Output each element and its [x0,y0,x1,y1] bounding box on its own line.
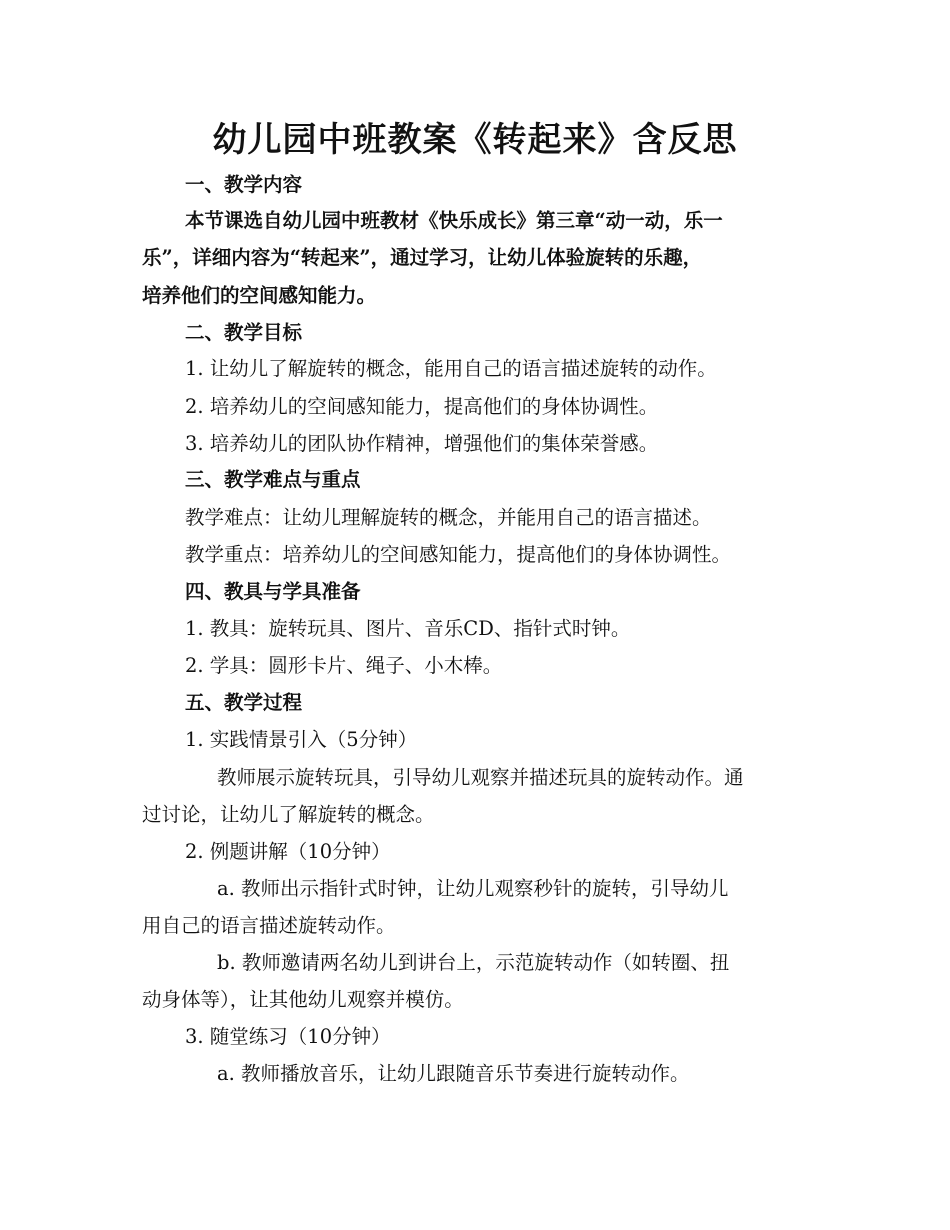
process-step-1-title: 1. 实践情景引入（5分钟） [185,728,418,751]
section-heading-key-points: 三、教学难点与重点 [185,468,361,491]
difficulty-text: 教学难点：让幼儿理解旋转的概念，并能用自己的语言描述。 [185,506,712,529]
process-step-3a-line: a. 教师播放音乐，让幼儿跟随音乐节奏进行旋转动作。 [217,1062,690,1085]
focus-text: 教学重点：培养幼儿的空间感知能力，提高他们的身体协调性。 [185,543,732,566]
content-paragraph-line-3: 培养他们的空间感知能力。 [142,284,377,307]
content-paragraph-line-1: 本节课选自幼儿园中班教材《快乐成长》第三章“动一动，乐一 [185,209,723,232]
process-step-2b-line-2: 动身体等），让其他幼儿观察并模仿。 [142,988,464,1011]
section-heading-materials: 四、教具与学具准备 [185,580,361,603]
materials-item-1: 1. 教具：旋转玩具、图片、音乐CD、指针式时钟。 [185,617,631,640]
process-step-1-line-1: 教师展示旋转玩具，引导幼儿观察并描述玩具的旋转动作。通 [217,766,744,789]
process-step-2a-line-2: 用自己的语言描述旋转动作。 [142,914,396,937]
section-heading-objectives: 二、教学目标 [185,321,303,344]
process-step-2a-line-1: a. 教师出示指针式时钟，让幼儿观察秒针的旋转，引导幼儿 [217,877,729,900]
objective-item-3: 3. 培养幼儿的团队协作精神，增强他们的集体荣誉感。 [185,432,659,455]
objective-item-1: 1. 让幼儿了解旋转的概念，能用自己的语言描述旋转的动作。 [185,357,717,380]
process-step-3-title: 3. 随堂练习（10分钟） [185,1025,391,1048]
materials-item-2: 2. 学具：圆形卡片、绳子、小木棒。 [185,654,503,677]
objective-item-2: 2. 培养幼儿的空间感知能力，提高他们的身体协调性。 [185,395,659,418]
section-heading-content: 一、教学内容 [185,173,303,196]
section-heading-process: 五、教学过程 [185,691,303,714]
document-title: 幼儿园中班教案《转起来》含反思 [212,120,738,160]
process-step-2-title: 2. 例题讲解（10分钟） [185,840,391,863]
process-step-1-line-2: 过讨论，让幼儿了解旋转的概念。 [142,803,435,826]
content-paragraph-line-2: 乐”，详细内容为“转起来”，通过学习，让幼儿体验旋转的乐趣， [142,246,703,269]
process-step-2b-line-1: b. 教师邀请两名幼儿到讲台上，示范旋转动作（如转圈、扭 [217,951,730,974]
